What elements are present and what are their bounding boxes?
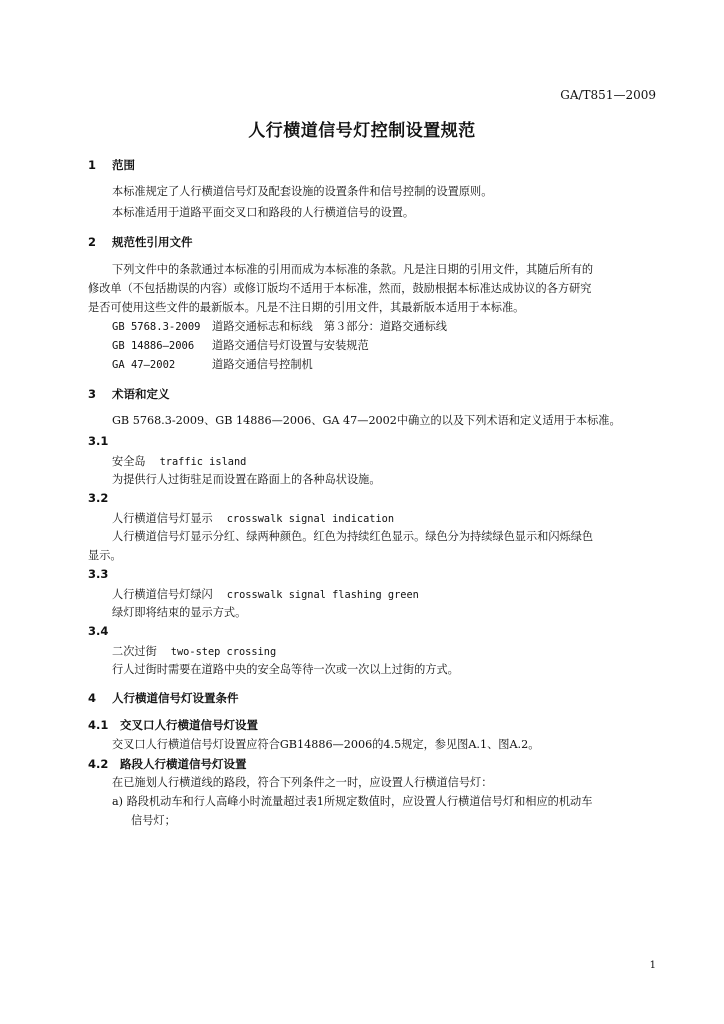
section-number: 3 [88,387,97,401]
subsection-4-1-paragraph: 交叉口人行横道信号灯设置应符合GB14886—2006的4.5规定，参见图A.1、图A.2。 [112,738,540,751]
reference-code: GB 5768.3-2009 [112,321,201,333]
reference-title: 道路交通信号灯设置与安装规范 [212,339,369,352]
list-item-a-continued: 信号灯； [131,814,176,827]
reference-item [112,319,447,335]
standard-number: GA/T851—2009 [560,88,656,102]
term-chinese: 人行横道信号灯绿闪 [112,588,213,601]
term-english: traffic island [159,456,247,468]
subsection-4-2-paragraph: 在已施划人行横道线的路段，符合下列条件之一时，应设置人行横道信号灯： [112,776,493,789]
section-4-heading [88,690,239,706]
section-3-heading [88,386,170,402]
section-number: 2 [88,235,97,249]
term-chinese: 二次过街 [112,645,157,658]
subsection-title: 交叉口人行横道信号灯设置 [120,718,258,732]
term-english: crosswalk signal flashing green [226,589,419,601]
term-number: 3.2 [88,491,109,505]
term-definition: 为提供行人过街驻足而设置在路面上的各种岛状设施。 [112,473,381,486]
subsection-4-1-heading [88,717,258,733]
term-definition: 绿灯即将结束的显示方式。 [112,606,247,619]
term-english: crosswalk signal indication [226,513,395,525]
section-1-paragraph-1: 本标准规定了人行横道信号灯及配套设施的设置条件和信号控制的设置原则。 [112,185,493,198]
list-item-label: a) [112,795,124,808]
term-heading [112,510,394,526]
page-title: 人行横道信号灯控制设置规范 [248,121,476,141]
page-number: 1 [649,960,656,971]
term-heading [112,586,419,602]
reference-item [112,338,369,354]
section-1-paragraph-2: 本标准适用于道路平面交叉口和路段的人行横道信号的设置。 [112,206,415,219]
section-3-intro: GB 5768.3-2009、GB 14886—2006、GA 47—2002中确立的以及下列术语和定义适用于本标准。 [112,414,621,427]
subsection-4-2-heading [88,756,247,772]
reference-item [112,357,313,373]
term-heading [112,643,276,659]
subsection-title: 路段人行横道信号灯设置 [120,757,247,771]
term-number: 3.3 [88,567,109,581]
list-item-a [112,794,592,810]
term-definition-continued: 显示。 [88,549,122,562]
section-2-line-3: 是否可使用这些文件的最新版本。凡是不注日期的引用文件，其最新版本适用于本标准。 [88,301,525,314]
term-heading [112,453,246,469]
subsection-number: 4.2 [88,757,109,771]
term-definition: 行人过街时需要在道路中央的安全岛等待一次或一次以上过街的方式。 [112,663,459,676]
section-title: 术语和定义 [112,387,170,401]
term-definition: 人行横道信号灯显示分红、绿两种颜色。红色为持续红色显示。绿色分为持续绿色显示和闪烁绿色 [112,530,594,543]
reference-title: 道路交通标志和标线 第３部分：道路交通标线 [212,320,447,333]
section-2-line-1: 下列文件中的条款通过本标准的引用而成为本标准的条款。凡是注日期的引用文件，其随后所有的 [112,263,594,276]
term-chinese: 人行横道信号灯显示 [112,512,213,525]
term-english: two-step crossing [170,646,277,658]
section-title: 规范性引用文件 [112,235,193,249]
section-2-line-2: 修改单（不包括勘误的内容）或修订版均不适用于本标准，然而，鼓励根据本标准达成协议的各方研究 [88,282,592,295]
term-number: 3.4 [88,624,109,638]
reference-code: GB 14886—2006 [112,340,195,352]
section-2-heading [88,234,193,250]
section-number: 1 [88,158,97,172]
section-title: 人行横道信号灯设置条件 [112,691,239,705]
reference-title: 道路交通信号控制机 [212,358,313,371]
reference-code: GA 47—2002 [112,359,176,371]
list-item-text: 路段机动车和行人高峰小时流量超过表1所规定数值时，应设置人行横道信号灯和相应的机动车 [126,795,593,808]
term-chinese: 安全岛 [112,455,146,468]
section-title: 范围 [112,158,135,172]
subsection-number: 4.1 [88,718,109,732]
term-number: 3.1 [88,434,109,448]
section-1-heading [88,157,135,173]
section-number: 4 [88,691,97,705]
